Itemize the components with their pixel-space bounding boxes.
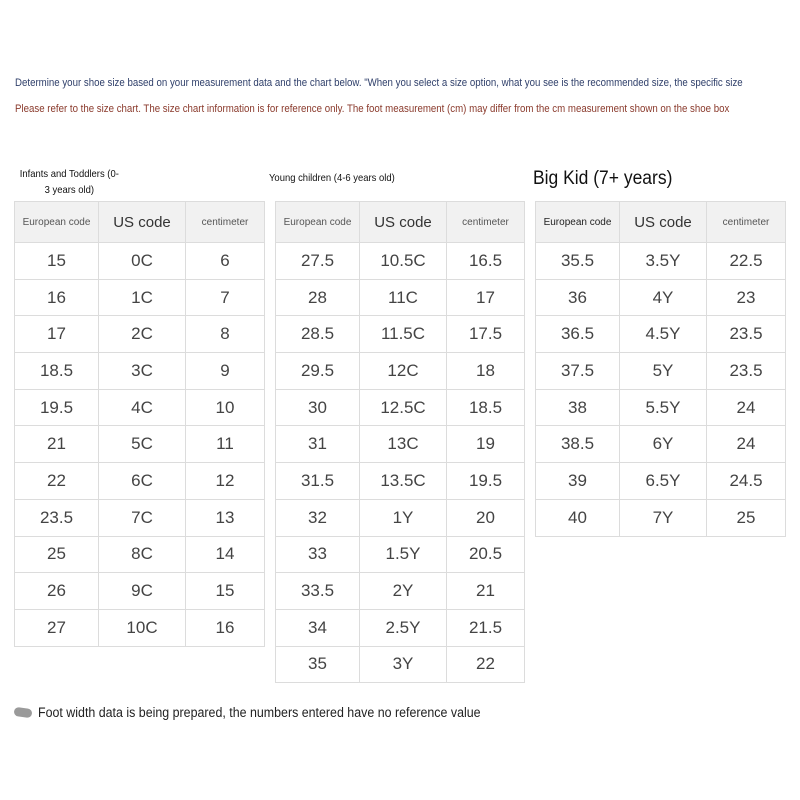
european-code-cell: 23.5 xyxy=(15,499,99,536)
european-code-cell: 36 xyxy=(536,279,620,316)
table-row xyxy=(276,463,525,500)
european-code-cell: 37.5 xyxy=(536,353,620,390)
european-code-cell: 27.5 xyxy=(276,243,360,280)
table-row xyxy=(536,499,786,536)
us-code-cell: 1.5Y xyxy=(360,536,447,573)
centimeter-cell: 24 xyxy=(707,426,786,463)
header-us-code: US code xyxy=(620,202,707,243)
european-code-cell: 38 xyxy=(536,389,620,426)
european-code-cell: 29.5 xyxy=(276,353,360,390)
european-code-cell: 17 xyxy=(15,316,99,353)
centimeter-cell: 19 xyxy=(447,426,525,463)
centimeter-cell: 13 xyxy=(186,499,265,536)
centimeter-cell: 12 xyxy=(186,463,265,500)
us-code-cell: 12C xyxy=(360,353,447,390)
european-code-cell: 28 xyxy=(276,279,360,316)
centimeter-cell: 15 xyxy=(186,573,265,610)
us-code-cell: 4.5Y xyxy=(620,316,707,353)
table-row xyxy=(276,243,525,280)
table-row xyxy=(276,316,525,353)
us-code-cell: 9C xyxy=(99,573,186,610)
centimeter-cell: 17 xyxy=(447,279,525,316)
header-centimeter: centimeter xyxy=(186,202,265,243)
young-children-size-table xyxy=(275,201,525,683)
footnote xyxy=(14,705,519,720)
big-kid-caption: Big Kid (7+ years) xyxy=(533,168,673,189)
table-row xyxy=(15,389,265,426)
us-code-cell: 6Y xyxy=(620,426,707,463)
centimeter-cell: 19.5 xyxy=(447,463,525,500)
header-european-code: European code xyxy=(536,202,620,243)
table-row xyxy=(536,389,786,426)
infants-caption: Infants and Toddlers (0-3 years old) xyxy=(19,168,119,196)
header-centimeter: centimeter xyxy=(707,202,786,243)
centimeter-cell: 23 xyxy=(707,279,786,316)
centimeter-cell: 6 xyxy=(186,243,265,280)
table-row xyxy=(15,499,265,536)
table-row xyxy=(15,353,265,390)
european-code-cell: 31 xyxy=(276,426,360,463)
european-code-cell: 25 xyxy=(15,536,99,573)
us-code-cell: 5Y xyxy=(620,353,707,390)
us-code-cell: 4C xyxy=(99,389,186,426)
centimeter-cell: 24.5 xyxy=(707,463,786,500)
intro-line-2: Please refer to the size chart. The size chart information is for reference only. The foot measurement (cm) may differ from the cm measurement shown on the shoe box xyxy=(15,103,730,115)
table-header-row xyxy=(536,202,786,243)
european-code-cell: 19.5 xyxy=(15,389,99,426)
centimeter-cell: 17.5 xyxy=(447,316,525,353)
us-code-cell: 12.5C xyxy=(360,389,447,426)
centimeter-cell: 21.5 xyxy=(447,609,525,646)
us-code-cell: 11.5C xyxy=(360,316,447,353)
table-row xyxy=(536,243,786,280)
european-code-cell: 27 xyxy=(15,609,99,646)
us-code-cell: 6.5Y xyxy=(620,463,707,500)
header-centimeter: centimeter xyxy=(447,202,525,243)
centimeter-cell: 18 xyxy=(447,353,525,390)
table-row xyxy=(15,243,265,280)
centimeter-cell: 16 xyxy=(186,609,265,646)
header-us-code: US code xyxy=(360,202,447,243)
table-row xyxy=(536,426,786,463)
header-european-code: European code xyxy=(276,202,360,243)
us-code-cell: 1C xyxy=(99,279,186,316)
us-code-cell: 7C xyxy=(99,499,186,536)
centimeter-cell: 20.5 xyxy=(447,536,525,573)
european-code-cell: 33 xyxy=(276,536,360,573)
centimeter-cell: 8 xyxy=(186,316,265,353)
us-code-cell: 0C xyxy=(99,243,186,280)
centimeter-cell: 22 xyxy=(447,646,525,683)
table-row xyxy=(276,536,525,573)
centimeter-cell: 21 xyxy=(447,573,525,610)
brush-stroke-icon xyxy=(13,707,32,718)
table-row xyxy=(15,463,265,500)
centimeter-cell: 11 xyxy=(186,426,265,463)
us-code-cell: 10.5C xyxy=(360,243,447,280)
centimeter-cell: 10 xyxy=(186,389,265,426)
european-code-cell: 38.5 xyxy=(536,426,620,463)
footnote-text: Foot width data is being prepared, the numbers entered have no reference value xyxy=(38,705,481,720)
table-row xyxy=(276,609,525,646)
centimeter-cell: 14 xyxy=(186,536,265,573)
us-code-cell: 6C xyxy=(99,463,186,500)
infants-size-table xyxy=(14,201,265,647)
header-european-code: European code xyxy=(15,202,99,243)
european-code-cell: 40 xyxy=(536,499,620,536)
european-code-cell: 26 xyxy=(15,573,99,610)
table-row xyxy=(15,316,265,353)
table-row xyxy=(15,426,265,463)
table-row xyxy=(276,573,525,610)
european-code-cell: 39 xyxy=(536,463,620,500)
us-code-cell: 2Y xyxy=(360,573,447,610)
us-code-cell: 10C xyxy=(99,609,186,646)
us-code-cell: 4Y xyxy=(620,279,707,316)
us-code-cell: 2C xyxy=(99,316,186,353)
european-code-cell: 28.5 xyxy=(276,316,360,353)
european-code-cell: 15 xyxy=(15,243,99,280)
centimeter-cell: 22.5 xyxy=(707,243,786,280)
table-row xyxy=(15,573,265,610)
table-row xyxy=(276,389,525,426)
us-code-cell: 13C xyxy=(360,426,447,463)
centimeter-cell: 9 xyxy=(186,353,265,390)
us-code-cell: 13.5C xyxy=(360,463,447,500)
european-code-cell: 34 xyxy=(276,609,360,646)
european-code-cell: 35 xyxy=(276,646,360,683)
us-code-cell: 2.5Y xyxy=(360,609,447,646)
european-code-cell: 33.5 xyxy=(276,573,360,610)
centimeter-cell: 23.5 xyxy=(707,316,786,353)
table-header-row xyxy=(276,202,525,243)
intro-line-1: Determine your shoe size based on your measurement data and the chart below. "When you select a size option, what you see is the recommended size, the specific size xyxy=(15,77,743,89)
header-us-code: US code xyxy=(99,202,186,243)
table-row xyxy=(276,499,525,536)
table-row xyxy=(276,426,525,463)
centimeter-cell: 23.5 xyxy=(707,353,786,390)
us-code-cell: 3.5Y xyxy=(620,243,707,280)
european-code-cell: 36.5 xyxy=(536,316,620,353)
centimeter-cell: 18.5 xyxy=(447,389,525,426)
centimeter-cell: 7 xyxy=(186,279,265,316)
centimeter-cell: 24 xyxy=(707,389,786,426)
european-code-cell: 31.5 xyxy=(276,463,360,500)
us-code-cell: 11C xyxy=(360,279,447,316)
european-code-cell: 32 xyxy=(276,499,360,536)
table-row xyxy=(276,353,525,390)
us-code-cell: 7Y xyxy=(620,499,707,536)
us-code-cell: 5.5Y xyxy=(620,389,707,426)
us-code-cell: 8C xyxy=(99,536,186,573)
table-row xyxy=(15,609,265,646)
us-code-cell: 3C xyxy=(99,353,186,390)
european-code-cell: 16 xyxy=(15,279,99,316)
european-code-cell: 22 xyxy=(15,463,99,500)
table-row xyxy=(276,646,525,683)
european-code-cell: 30 xyxy=(276,389,360,426)
table-row xyxy=(536,279,786,316)
table-row xyxy=(15,279,265,316)
table-row xyxy=(536,353,786,390)
young-children-caption: Young children (4-6 years old) xyxy=(269,172,395,184)
centimeter-cell: 25 xyxy=(707,499,786,536)
table-row xyxy=(536,463,786,500)
big-kid-size-table xyxy=(535,201,786,537)
european-code-cell: 21 xyxy=(15,426,99,463)
centimeter-cell: 20 xyxy=(447,499,525,536)
table-row xyxy=(276,279,525,316)
us-code-cell: 3Y xyxy=(360,646,447,683)
table-row xyxy=(15,536,265,573)
table-row xyxy=(536,316,786,353)
us-code-cell: 5C xyxy=(99,426,186,463)
european-code-cell: 18.5 xyxy=(15,353,99,390)
european-code-cell: 35.5 xyxy=(536,243,620,280)
centimeter-cell: 16.5 xyxy=(447,243,525,280)
table-header-row xyxy=(15,202,265,243)
us-code-cell: 1Y xyxy=(360,499,447,536)
